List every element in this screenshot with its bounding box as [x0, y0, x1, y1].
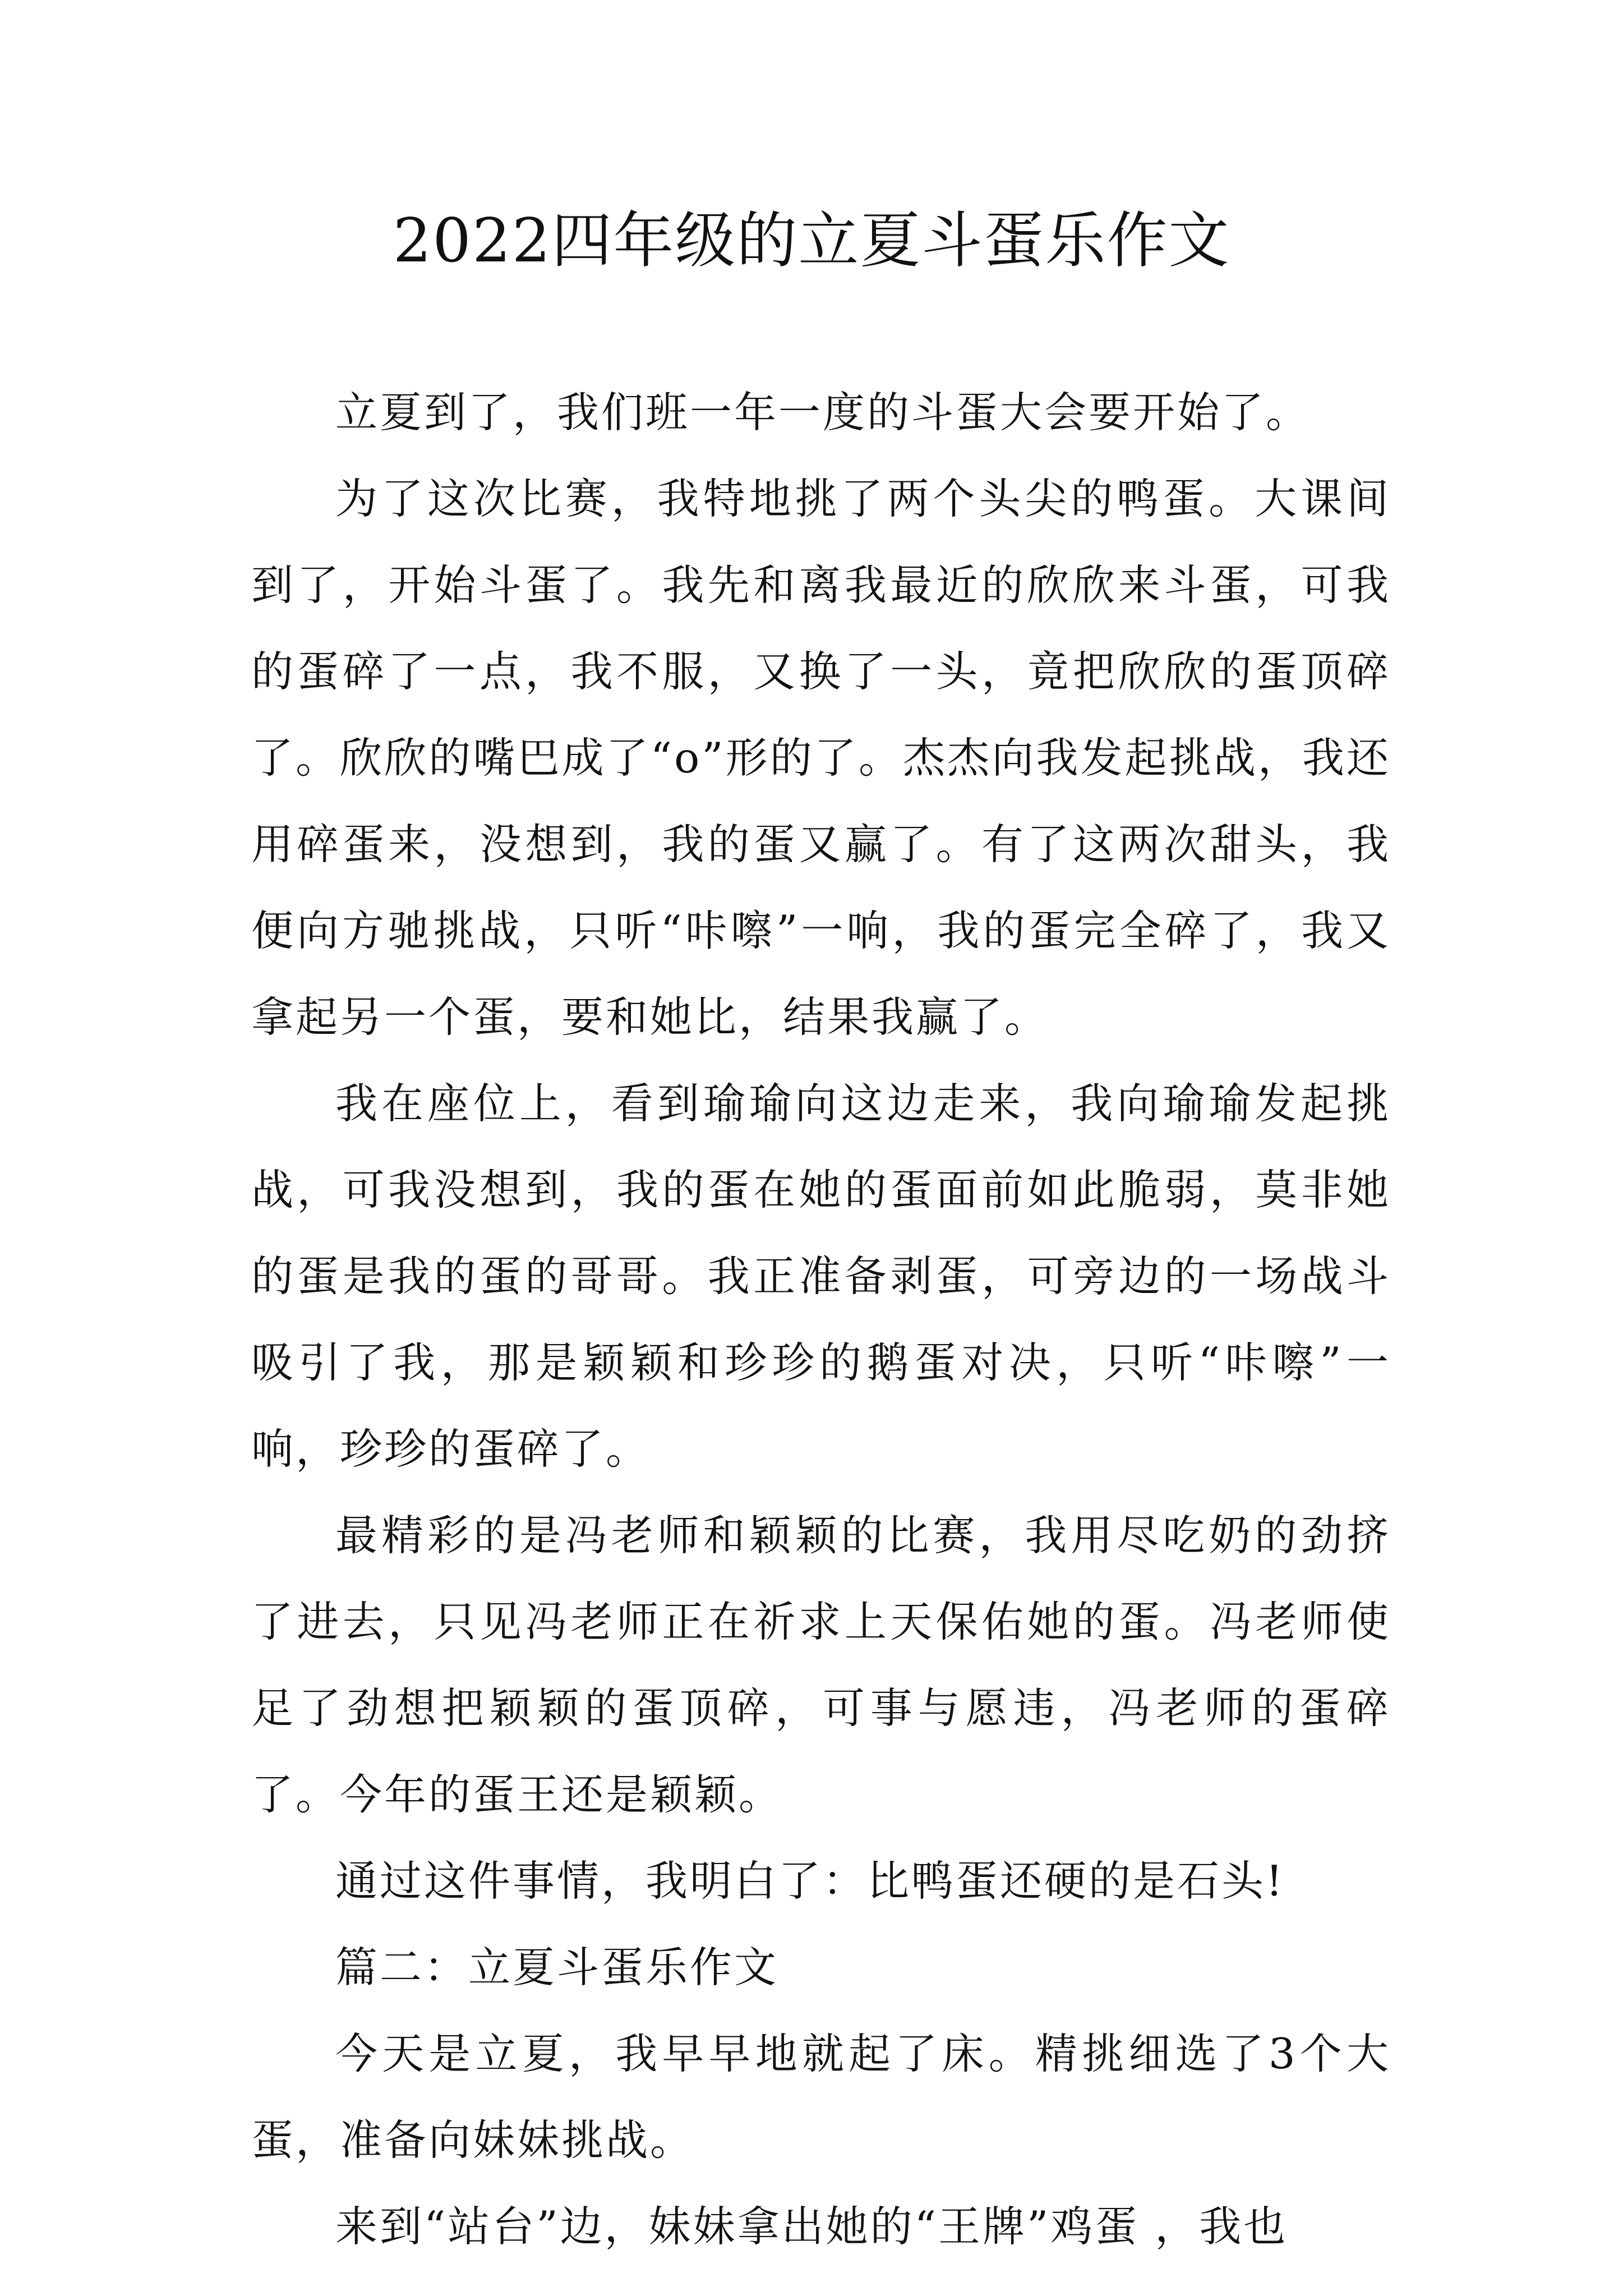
paragraph: 立夏到了，我们班一年一度的斗蛋大会要开始了。	[335, 388, 1311, 437]
paragraph: 为了这次比赛，我特地挑了两个头尖的鸭蛋。大课间到了，开始斗蛋了。我先和离我最近的欣欣来斗蛋，可我的蛋碎了一点，我不服，又换了一头，竟把欣欣的蛋顶碎了。欣欣的嘴巴成了“o”形的了。杰杰向我发起挑战，我还用碎蛋来，没想到，我的蛋又赢了。有了这两次甜头，我便向方驰挑战，只听“咔嚓”一响，我的蛋完全碎了，我又拿起另一个蛋，要和她比，结果我赢了。	[251, 474, 1391, 1042]
document-body	[251, 369, 1391, 2270]
document-title: 2022四年级的立夏斗蛋乐作文	[393, 206, 1230, 276]
paragraph: 通过这件事情，我明白了：比鸭蛋还硬的是石头!	[335, 1856, 1285, 1906]
paragraph: 我在座位上，看到瑜瑜向这边走来，我向瑜瑜发起挑战，可我没想到，我的蛋在她的蛋面前如此脆弱，莫非她的蛋是我的蛋的哥哥。我正准备剥蛋，可旁边的一场战斗吸引了我，那是颖颖和珍珍的鹅蛋对决，只听“咔嚓”一响，珍珍的蛋碎了。	[251, 1079, 1391, 1474]
section-heading: 篇二：立夏斗蛋乐作文	[335, 1943, 779, 1992]
paragraph: 来到“站台”边，妹妹拿出她的“王牌”鸡蛋 ，我也	[335, 2202, 1288, 2251]
paragraph: 今天是立夏，我早早地就起了床。精挑细选了3个大蛋，准备向妹妹挑战。	[251, 2029, 1391, 2165]
paragraph: 最精彩的是冯老师和颖颖的比赛，我用尽吃奶的劲挤了进去，只见冯老师正在祈求上天保佑她的蛋。冯老师使足了劲想把颖颖的蛋顶碎，可事与愿违，冯老师的蛋碎了。今年的蛋王还是颖颖。	[251, 1511, 1391, 1819]
